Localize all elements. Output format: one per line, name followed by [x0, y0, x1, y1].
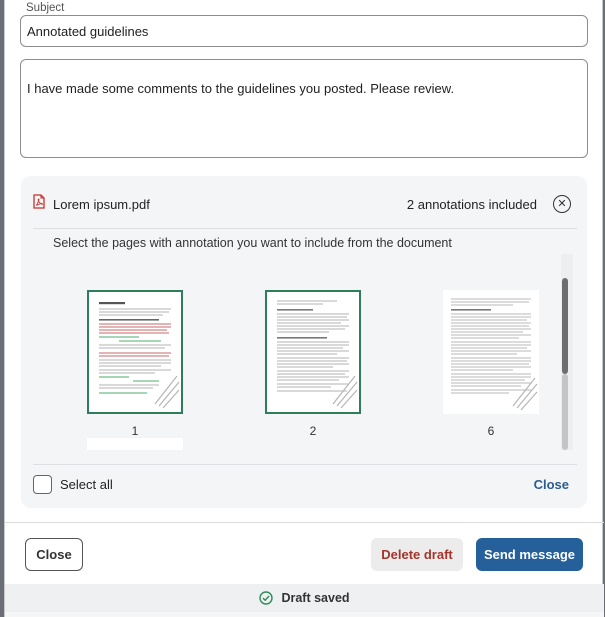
subject-label: Subject — [26, 2, 65, 14]
close-button[interactable]: Close — [25, 538, 83, 571]
annotation-count: 2 annotations included — [406, 196, 537, 212]
divider — [33, 464, 577, 465]
divider — [33, 228, 577, 229]
page-thumbnail-6[interactable] — [443, 290, 539, 414]
page-thumbnails — [33, 254, 573, 450]
page-thumbnail-1[interactable] — [87, 290, 183, 414]
thumbnail-scrollbar[interactable] — [561, 254, 573, 450]
select-all-label: Select all — [60, 477, 113, 492]
page-number-2: 2 — [309, 424, 317, 438]
select-all-checkbox[interactable] — [33, 475, 52, 494]
select-all-row — [33, 475, 113, 494]
footer-divider — [5, 522, 604, 523]
message-value: I have made some comments to the guidelines you posted. Please review. — [27, 81, 455, 96]
attachment-header — [33, 194, 575, 214]
page-thumbnail-2[interactable] — [265, 290, 361, 414]
subject-input[interactable] — [20, 15, 588, 47]
close-circle-icon[interactable]: ✕ — [553, 195, 571, 213]
scrollbar-thumb[interactable] — [562, 278, 568, 450]
page-number-1: 1 — [131, 424, 139, 438]
send-message-button[interactable]: Send message — [476, 538, 583, 571]
check-circle-icon — [259, 591, 273, 605]
page-selection-instruction: Select the pages with annotation you want to include from the document — [53, 236, 452, 250]
bottom-edge — [5, 612, 604, 617]
attachment-panel — [21, 176, 587, 508]
draft-status-text: Draft saved — [281, 591, 350, 605]
compose-dialog — [4, 0, 603, 617]
message-textarea[interactable] — [20, 59, 588, 158]
close-attachment-link[interactable]: Close — [533, 477, 569, 492]
page-number-6: 6 — [487, 424, 495, 438]
draft-status-bar — [5, 584, 604, 612]
subject-value: Annotated guidelines — [27, 23, 149, 39]
pdf-icon — [33, 194, 45, 214]
attachment-file-name: Lorem ipsum.pdf — [53, 196, 150, 212]
next-row-thumbnail-edge — [87, 438, 183, 450]
delete-draft-button[interactable]: Delete draft — [371, 538, 463, 571]
